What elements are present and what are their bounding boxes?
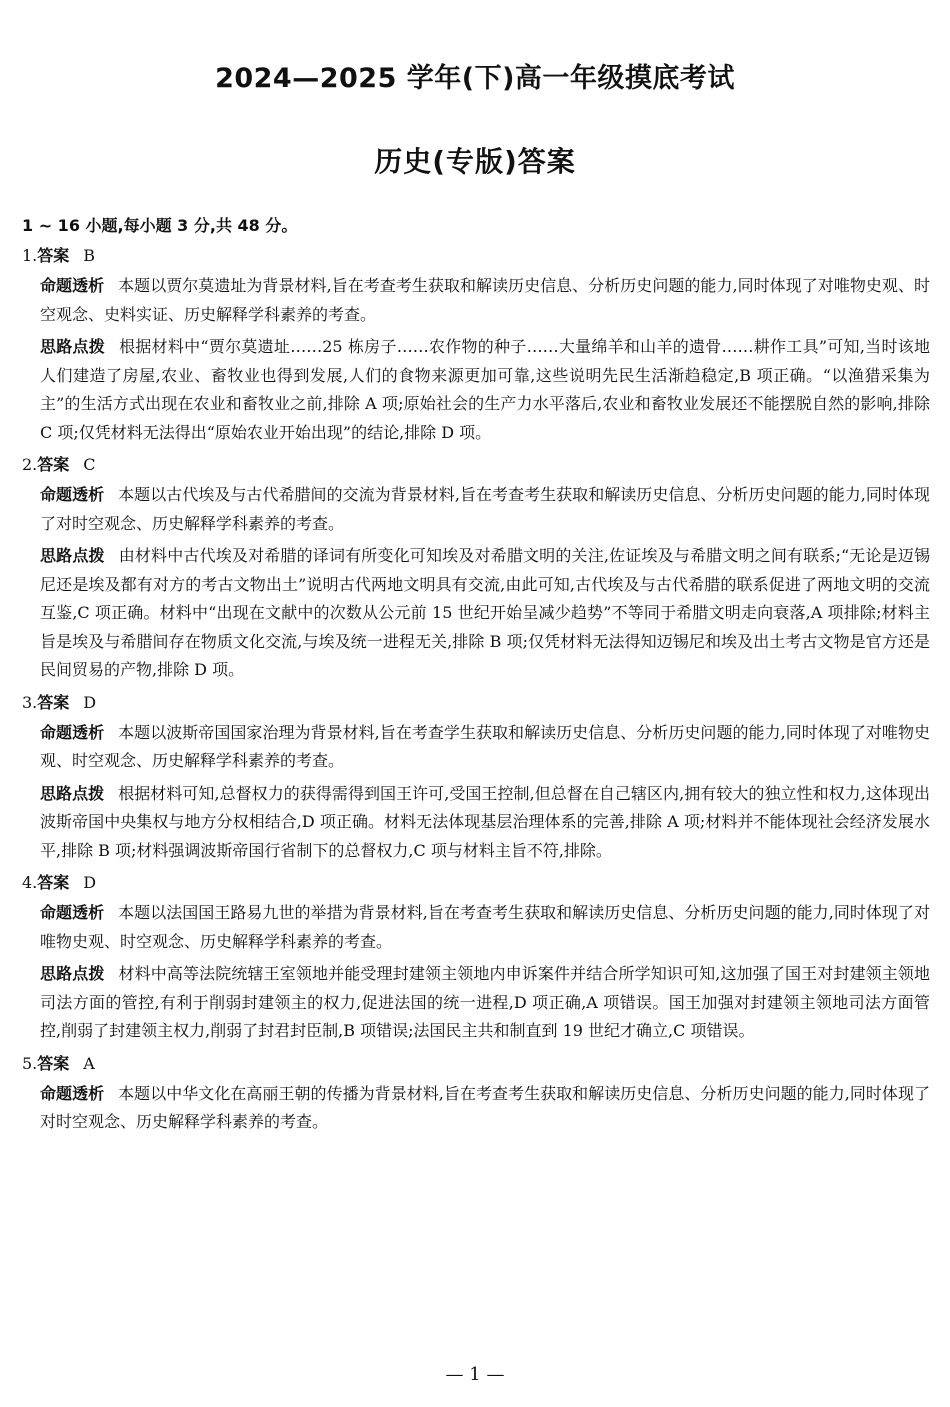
- question-number: 2.: [22, 455, 38, 474]
- hint-paragraph: [40, 333, 930, 447]
- question-block: [22, 242, 930, 447]
- exam-title: 2024—2025 学年(下)高一年级摸底考试: [215, 63, 735, 94]
- question-block: [22, 869, 930, 1046]
- answer-choice: C: [83, 455, 96, 474]
- hint-text: 根据材料可知,总督权力的获得需得到国王许可,受国王控制,但总督在自己辖区内,拥有较大的独立性和权力,这体现出波斯帝国中央集权与地方分权相结合,D 项正确。材料无法体现基层治理体系的完善,排除 A 项;材料并不能体现社会经济发展水平,排除 B 项;材料强调波斯帝国行省制下的总督权力,C 项与材料主旨不符,排除。: [40, 783, 930, 860]
- answer-subtitle: 历史(专版)答案: [374, 145, 576, 178]
- answer-choice: B: [83, 246, 96, 265]
- hint-label: 思路点拨: [40, 337, 106, 356]
- question-answer-line: [22, 689, 930, 717]
- analysis-text: 本题以中华文化在高丽王朝的传播为背景材料,旨在考查考生获取和解读历史信息、分析历史问题的能力,同时体现了对时空观念、历史解释学科素养的考查。: [40, 1083, 930, 1131]
- answer-label: 答案: [37, 1053, 70, 1073]
- analysis-text: 本题以波斯帝国国家治理为背景材料,旨在考查学生获取和解读历史信息、分析历史问题的能力,同时体现了对唯物史观、时空观念、历史解释学科素养的考查。: [40, 722, 930, 770]
- question-answer-line: [22, 242, 930, 270]
- answer-choice: A: [83, 1053, 95, 1073]
- hint-label: 思路点拨: [40, 546, 105, 565]
- scoring-intro: 1 ~ 16 小题,每小题 3 分,共 48 分。: [22, 216, 298, 235]
- page-number: — 1 —: [445, 1364, 505, 1385]
- question-number: 1.: [22, 246, 38, 265]
- analysis-paragraph: [40, 719, 930, 776]
- question-block: [22, 689, 930, 866]
- answer-choice: D: [83, 692, 97, 712]
- analysis-paragraph: [40, 272, 930, 329]
- answer-label: 答案: [37, 455, 70, 474]
- question-answer-line: [22, 451, 930, 479]
- analysis-paragraph: [40, 1080, 930, 1137]
- question-number: 5.: [22, 1053, 38, 1073]
- answer-label: 答案: [37, 246, 70, 265]
- analysis-paragraph: [40, 899, 930, 956]
- question-block: [22, 451, 930, 685]
- answer-choice: D: [83, 873, 97, 892]
- hint-label: 思路点拨: [40, 783, 105, 803]
- hint-label: 思路点拨: [40, 964, 105, 983]
- analysis-text: 本题以法国国王路易九世的举措为背景材料,旨在考查考生获取和解读历史信息、分析历史问题的能力,同时体现了对唯物史观、时空观念、历史解释学科素养的考查。: [40, 903, 930, 951]
- hint-text: 根据材料中“贾尔莫遗址……25 栋房子……农作物的种子……大量绵羊和山羊的遗骨……耕作工具”可知,当时该地人们建造了房屋,农业、畜牧业也得到发展,人们的食物来源更加可靠,这些说明先民生活渐趋稳定,B 项正确。“以渔猎采集为主”的生活方式出现在农业和畜牧业之前,排除 A 项;原始社会的生产力水平落后,农业和畜牧业发展还不能摆脱自然的影响,排除 C 项;仅凭材料无法得出“原始农业开始出现”的结论,排除 D 项。: [40, 337, 930, 442]
- analysis-label: 命题透析: [40, 1083, 105, 1103]
- hint-text: 由材料中古代埃及对希腊的译词有所变化可知埃及对希腊文明的关注,佐证埃及与希腊文明之间有联系;“无论是迈锡尼还是埃及都有对方的考古文物出土”说明古代两地文明具有交流,由此可知,古代埃及与古代希腊的联系促进了两地文明的交流互鉴,C 项正确。材料中“出现在文献中的次数从公元前 15 世纪开始呈减少趋势”不等同于希腊文明走向衰落,A 项排除;材料主旨是埃及与希腊间存在物质文化交流,与埃及统一进程无关,排除 B 项;仅凭材料无法得知迈锡尼和埃及出土考古文物是官方还是民间贸易的产物,排除 D 项。: [40, 546, 930, 679]
- question-answer-line: [22, 869, 930, 897]
- analysis-label: 命题透析: [40, 276, 105, 295]
- analysis-label: 命题透析: [40, 485, 105, 504]
- analysis-text: 本题以贾尔莫遗址为背景材料,旨在考查考生获取和解读历史信息、分析历史问题的能力,同时体现了对唯物史观、时空观念、史料实证、历史解释学科素养的考查。: [40, 276, 930, 324]
- answer-content: [22, 212, 930, 1141]
- analysis-text: 本题以古代埃及与古代希腊间的交流为背景材料,旨在考查考生获取和解读历史信息、分析历史问题的能力,同时体现了对时空观念、历史解释学科素养的考查。: [40, 485, 930, 533]
- question-answer-line: [22, 1050, 930, 1078]
- question-number: 3.: [22, 692, 38, 712]
- hint-paragraph: [40, 960, 930, 1046]
- question-block: [22, 1050, 930, 1137]
- analysis-label: 命题透析: [40, 722, 105, 742]
- answer-label: 答案: [37, 692, 70, 712]
- hint-paragraph: [40, 780, 930, 866]
- hint-text: 材料中高等法院统辖王室领地并能受理封建领主领地内申诉案件并结合所学知识可知,这加强了国王对封建领主领地司法方面的管控,有利于削弱封建领主的权力,促进法国的统一进程,D 项正确,A 项错误。国王加强对封建领主领地司法方面管控,削弱了封建领主权力,削弱了封君封臣制,B 项错误;法国民主共和制直到 19 世纪才确立,C 项错误。: [40, 964, 930, 1040]
- answer-label: 答案: [37, 873, 70, 892]
- analysis-paragraph: [40, 481, 930, 538]
- analysis-label: 命题透析: [40, 903, 105, 922]
- question-number: 4.: [22, 873, 38, 892]
- hint-paragraph: [40, 542, 930, 685]
